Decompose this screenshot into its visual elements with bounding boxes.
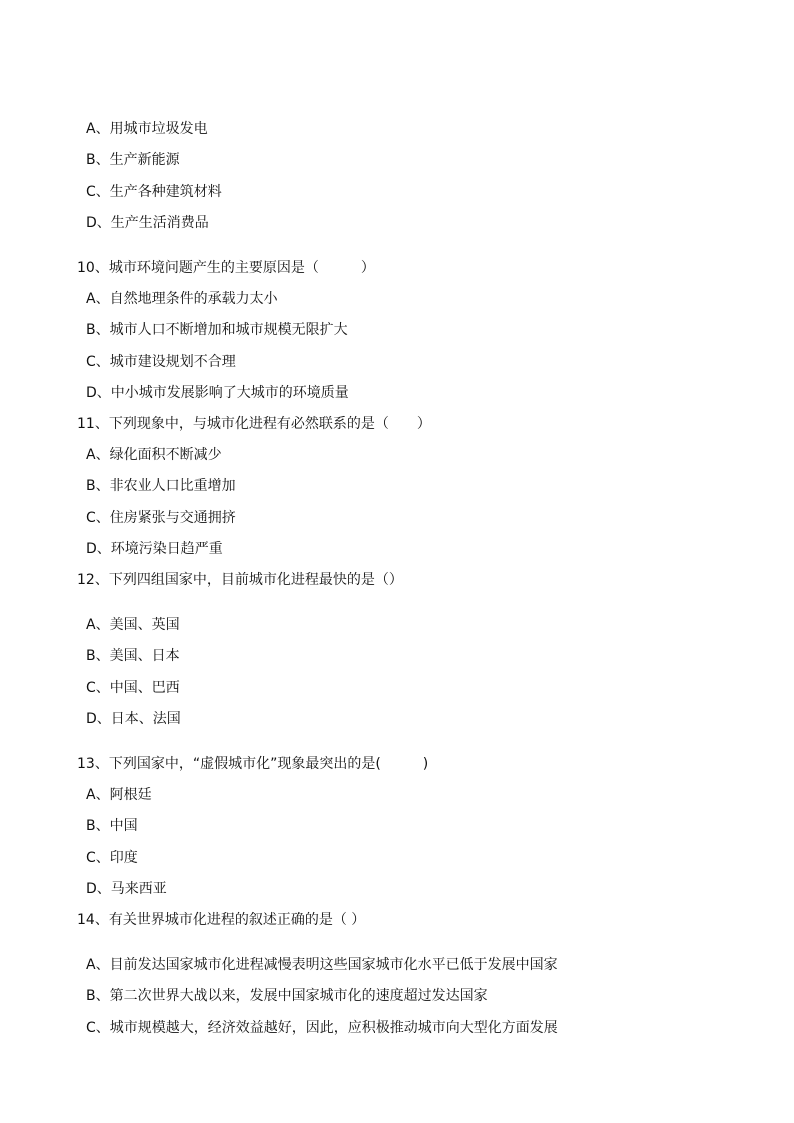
q11-option-c: C、住房紧张与交通拥挤 (86, 510, 236, 526)
q13-option-b: B、中国 (86, 818, 138, 834)
q12-option-d: D、日本、法国 (86, 711, 181, 727)
q13-option-a: A、阿根廷 (86, 787, 152, 803)
question-10-stem: 10、城市环境问题产生的主要原因是（ ） (77, 260, 375, 276)
q13-option-d: D、马来西亚 (86, 881, 167, 897)
q11-option-a: A、绿化面积不断减少 (86, 447, 222, 463)
q10-option-d: D、中小城市发展影响了大城市的环境质量 (86, 385, 349, 401)
q14-option-a: A、目前发达国家城市化进程减慢表明这些国家城市化水平已低于发展中国家 (86, 957, 558, 973)
question-14-stem: 14、有关世界城市化进程的叙述正确的是（ ） (77, 912, 366, 928)
q14-option-b: B、第二次世界大战以来，发展中国家城市化的速度超过发达国家 (86, 988, 488, 1004)
q12-option-b: B、美国、日本 (86, 648, 180, 664)
q11-option-d: D、环境污染日趋严重 (86, 541, 223, 557)
q10-option-c: C、城市建设规划不合理 (86, 354, 236, 370)
q14-option-c: C、城市规模越大，经济效益越好，因此，应积极推动城市向大型化方面发展 (86, 1020, 558, 1036)
option-c: C、生产各种建筑材料 (86, 184, 222, 200)
q12-option-a: A、美国、英国 (86, 617, 180, 633)
q10-option-a: A、自然地理条件的承载力太小 (86, 291, 278, 307)
q11-option-b: B、非农业人口比重增加 (86, 478, 236, 494)
option-b: B、生产新能源 (86, 152, 180, 168)
option-a: A、用城市垃圾发电 (86, 121, 208, 137)
option-d: D、生产生活消费品 (86, 215, 209, 231)
question-13-stem: 13、下列国家中，“虚假城市化”现象最突出的是( ) (77, 756, 429, 772)
q13-option-c: C、印度 (86, 850, 138, 866)
q10-option-b: B、城市人口不断增加和城市规模无限扩大 (86, 322, 348, 338)
q12-option-c: C、中国、巴西 (86, 680, 180, 696)
question-11-stem: 11、下列现象中，与城市化进程有必然联系的是（ ） (77, 416, 431, 432)
question-12-stem: 12、下列四组国家中，目前城市化进程最快的是（） (77, 572, 403, 588)
